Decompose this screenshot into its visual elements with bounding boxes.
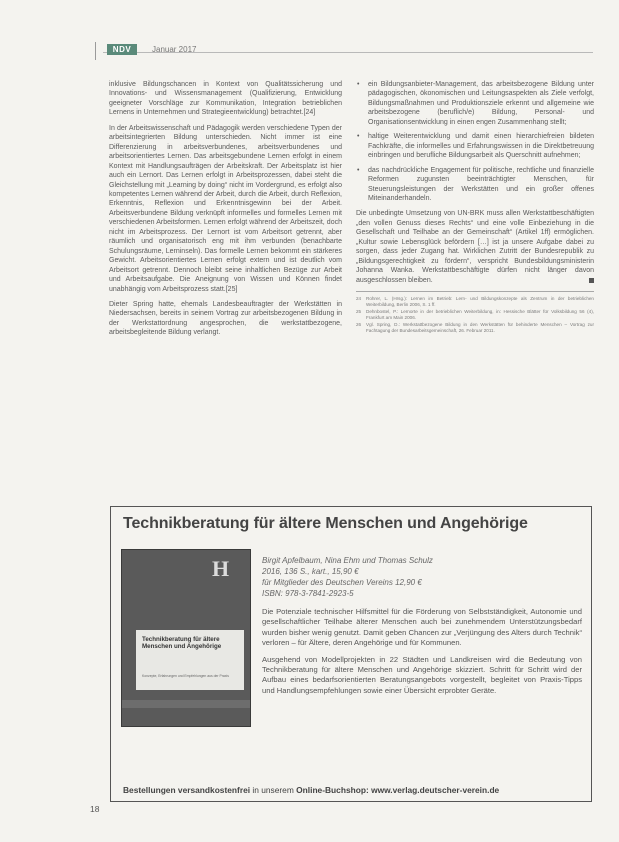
- footnote-number: 26: [356, 322, 362, 328]
- shop-url-link[interactable]: www.verlag.deutscher-verein.de: [371, 785, 500, 795]
- book-description-2: Ausgehend von Modellprojekten in 22 Städten und Landkreisen wird die Bedeutung von Technikberatung für ältere Menschen und Angehörige skizziert. Schritt für Schritt wird der Aufbau eines bedarfsorientierten Beratungsangebots vorgestellt, begleitet von Praxis-Tipps und Handlungsempfehlungen sowie einer Übersicht erprobter Geräte.: [262, 654, 582, 695]
- bullet-list: [356, 80, 594, 203]
- bullet-icon: •: [357, 133, 360, 141]
- book-meta: [262, 555, 582, 599]
- book-price: 2016, 136 S., kart., 15,90 €: [262, 567, 359, 576]
- footnote-number: 24: [356, 296, 362, 302]
- book-cover: [121, 549, 251, 727]
- footnote-number: 25: [356, 309, 362, 315]
- footnote: [356, 322, 594, 334]
- order-line: [123, 785, 583, 796]
- bullet-icon: •: [357, 81, 360, 88]
- right-paragraph-1: [356, 209, 594, 285]
- footnote-text: Rohrer, L. (Hrsg.): Lernen im Betrieb: Lern- und Bildungskonzepte als Zentrum in der betrieblichen Weiterbildung, Berlin 2006, S. 1 ff.: [366, 296, 594, 308]
- shop-label: Online-Buchshop:: [296, 785, 369, 795]
- bullet-text: ein Bildungsanbieter-Management, das arbeitsbezogene Bildung unter pädagogischen, ökonomischen und Leitungsaspekten als Ziele verfolgt, Bildungsmaßnahmen und Produktionsziele erkennt und allgemeine wie arbeitsbezogene (beruflich/e) Bildung, Personal- und Organisationsentwicklung in einen engen Zusammenhang stellt;: [368, 81, 594, 126]
- section-badge: NDV: [107, 44, 137, 55]
- book-member-price: für Mitglieder des Deutschen Vereins 12,90 €: [262, 578, 422, 587]
- footnote-text: Vgl. Spring, D.: Werkstattbezogene Bildung in den Werkstätten für behinderte Menschen – Vortrag zur Fachtagung der Bundesarbeitsgemeinschaft, 26. Februar 2011.: [366, 322, 594, 334]
- footnote-text: Dehnbostel, P.: Lernorte in der betrieblichen Weiterbildung, in: Hessische Blätter für Volksbildung 56 (4), Frankfurt am Main 2006.: [366, 309, 594, 321]
- left-paragraph-1: inklusive Bildungschancen in Kontext von Qualitätssicherung und Innovations- und Wissensmanagement (Qualifizierung, Entwicklung geeigneter Vorschläge zur Kommunikation, Integration betrieblichen Lernens in Unternehmen und Strategieentwicklung) betrachtet.[24]: [109, 81, 342, 117]
- end-of-article-icon: [589, 278, 594, 283]
- page-number: 18: [90, 804, 100, 814]
- footnote: [356, 309, 594, 321]
- book-description: [262, 607, 582, 702]
- book-authors: Birgit Apfelbaum, Nina Ehm und Thomas Schulz: [262, 556, 433, 565]
- right-paragraph-text: Die unbedingte Umsetzung von UN-BRK muss allen Werkstattbeschäftigten „den vollen Genuss dieses Rechts“ und eine volle Einbeziehung in die Gesellschaft und Teilhabe an der Gemeinschaft“ (Artikel 1ff) ermöglichen. „Kultur sowie Lebensglück befördern […] ist ja unsere Aufgabe dabei zu sorgen, dass jeder Zugang hat. Wirklichen Zutritt der Bundesrepublik zu „Bildungsgerechtigkeit zu fördern“, verspricht Bundesbildungsministerin Johanna Wanka. Werkstattbeschäftigte dürfen nicht länger davon ausgeschlossen bleiben.: [356, 210, 594, 284]
- header-divider-tick: [95, 42, 96, 60]
- bullet-text: das nachdrückliche Engagement für politische, rechtliche und finanzielle Reformen zugunsten beeinträchtigter Menschen, für Steuerungsleistungen der Werkstätten und ein großer offenes Miteinanderhandeln.: [368, 166, 594, 202]
- book-cover-panel: [136, 630, 244, 690]
- publisher-logo: H: [212, 556, 230, 581]
- book-cover-subtitle: Konzepte, Erfahrungen und Empfehlungen aus der Praxis: [142, 674, 229, 678]
- book-isbn: ISBN: 978-3-7841-2923-5: [262, 589, 354, 598]
- left-column: [109, 80, 342, 344]
- bullet-item: [356, 80, 594, 127]
- left-paragraph-3: Dieter Spring hatte, ehemals Landesbeauftragter der Werkstätten in Niedersachsen, bereits in seinem Vortrag zur arbeitsbezogenen Bildung in der Werkstattordnung angesprochen, die werkstattbezogene, arbeitsbegleitende Bildung verlangt.: [109, 300, 342, 337]
- issue-label: Januar 2017: [152, 45, 197, 54]
- footnote: [356, 296, 594, 308]
- bullet-item: [356, 166, 594, 204]
- bullet-icon: •: [357, 166, 360, 174]
- book-cover-title: Technikberatung für ältere Menschen und Angehörige: [142, 636, 222, 651]
- order-connector: in unserem: [252, 785, 294, 795]
- book-description-1: Die Potenziale technischer Hilfsmittel für die Förderung von Selbstständigkeit, Autonomie und gesellschaftlicher Teilhabe älterer Menschen auch bei zunehmendem Unterstützungsbedarf wurden bisher wenig genutzt. Damit geben Chancen zur „Verjüngung des Alters durch Technik“ verloren – für Ältere, deren Angehörige und für Kommunen.: [262, 607, 582, 648]
- book-cover-stripe: [122, 700, 250, 708]
- advert-title: Technikberatung für ältere Menschen und Angehörige: [123, 515, 528, 532]
- book-advert: [110, 506, 592, 802]
- bullet-text: haltige Weiterentwicklung und damit einen hierarchiefreien bildeten Fachkräfte, die informelles und Erfahrungswissen in die Direktbetreuung einbringen und berufliche Bildungsarbeit als Querschnitt aufnehmen;: [368, 133, 594, 160]
- left-paragraph-2: In der Arbeitswissenschaft und Pädagogik werden verschiedene Typen der arbeitsintegrierten Bildung unterschieden. Nicht immer ist eine Differenzierung in arbeitsverbundenes, arbeitsverbundenes und arbeitsorientiertes Lernen. Das arbeitsgebundene Lernen erfolgt in einem Kontext mit Handlungsaufträgen der Arbeitskraft. Der Arbeitsplatz ist hier auch ein Lernort. Das Lernen erfolgt in Arbeitsprozessen, dabei steht die Gleichstellung mit „Learning by doing“ nicht im Vordergrund, es erfolgt also kompetentes Lernen während der Arbeit, durch die Arbeit, durch Reflexion, Erkenntnis, Reflexion und Erkenntnisgewinn bei der Arbeit. Arbeitsverbundene Bildung verknüpft informelles und formelles Lernen mit verschiedenen Arbeitsformen. Lernen erfolgt während der Arbeitszeit, doch nicht im Arbeitsprozess. Der Lernort ist vom Arbeitsort getrennt, aber räumlich und organisatorisch eng mit ihm verbunden (benachbarte Schulungsräume, Lerninseln). Das formelle Lernen bekommt ein stärkeres Gewicht. Arbeitsorientiertes Lernen erfolgt extern und ist deutlich vom Arbeitsort getrennt. Dennoch bleibt seine inhaltlichen Bezüge zur Arbeit und Arbeitsaufgabe. Die Aneignung von Wissen und Können findet unabhängig vom Arbeitsprozess statt.[25]: [109, 124, 342, 293]
- footnotes: [356, 296, 594, 334]
- bullet-item: [356, 132, 594, 160]
- right-column: [356, 80, 594, 335]
- order-label: Bestellungen versandkostenfrei: [123, 785, 251, 795]
- footnote-rule: [356, 291, 594, 292]
